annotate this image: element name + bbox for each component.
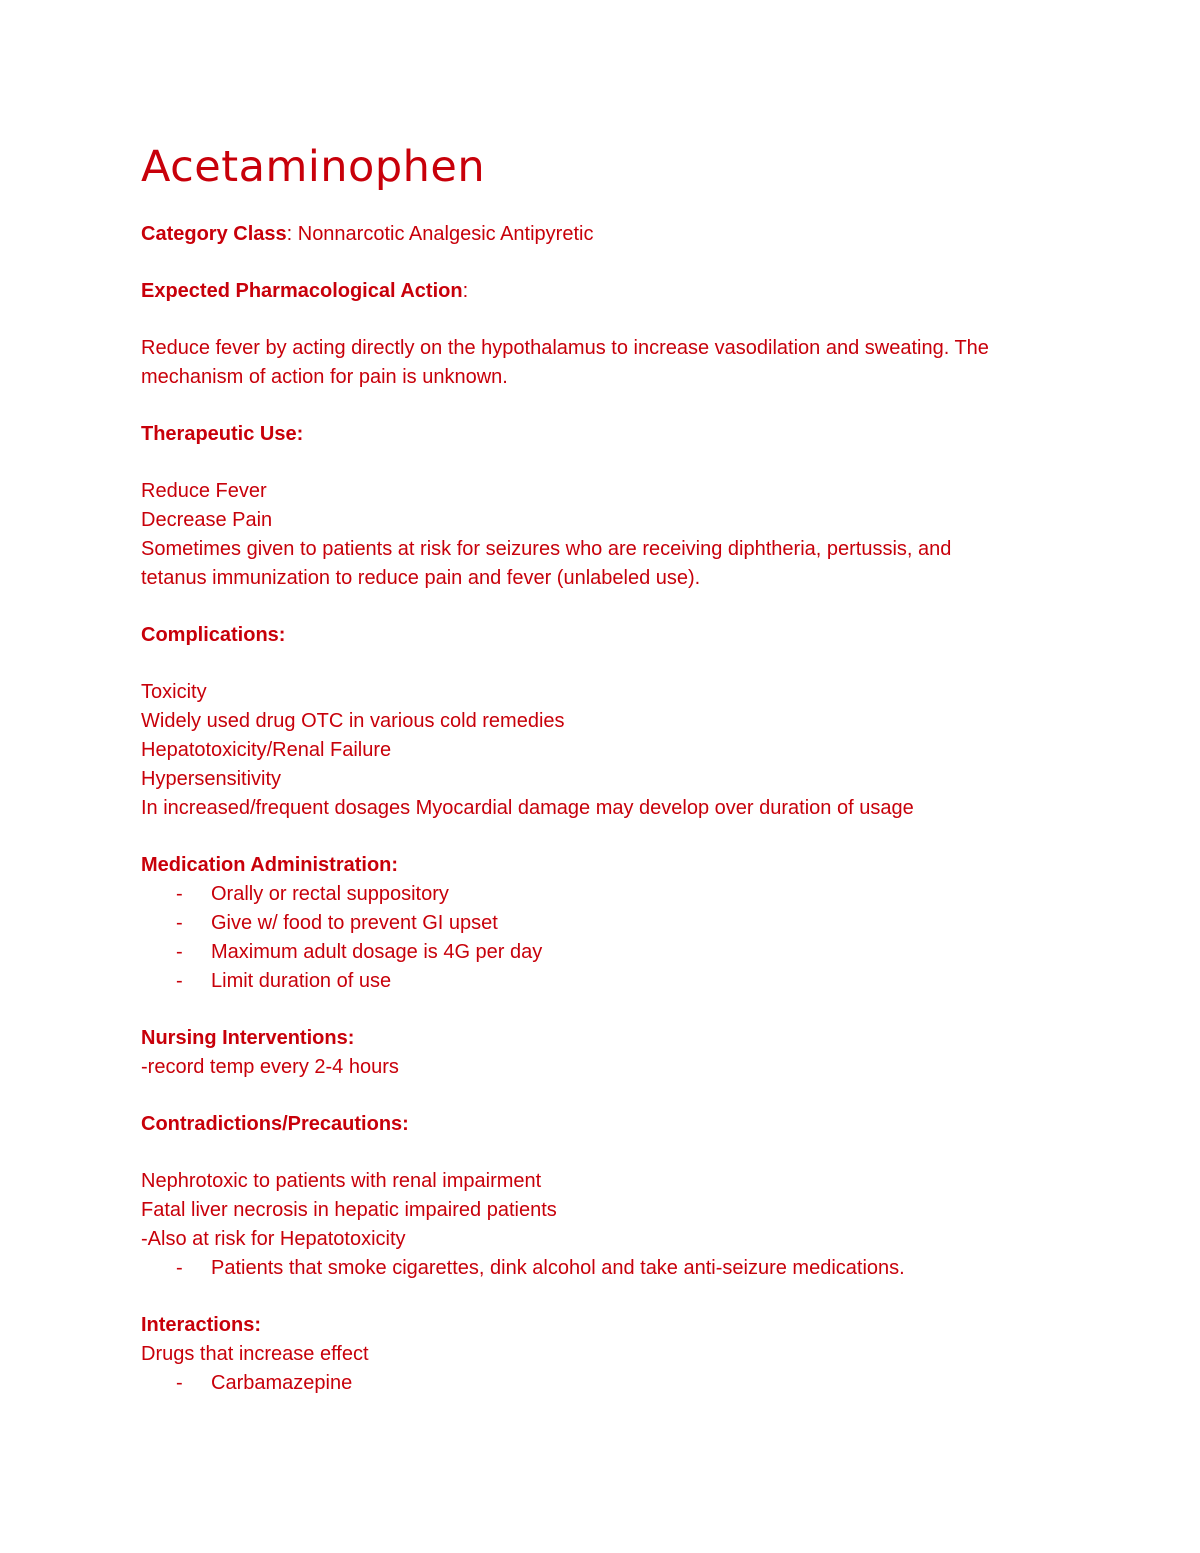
category-class-value: Nonnarcotic Analgesic Antipyretic (292, 223, 594, 245)
contradiction-bullet (141, 1254, 1101, 1283)
action-heading-line (141, 277, 1101, 306)
action-heading-separator: : (462, 280, 469, 302)
complications-heading: Complications: (141, 624, 286, 646)
dash-marker: - (176, 941, 183, 963)
therapeutic-line: Reduce Fever (141, 480, 267, 502)
dash-marker: - (176, 1257, 183, 1279)
dash-marker: - (176, 1372, 183, 1394)
therapeutic-line: Sometimes given to patients at risk for seizures who are receiving diphtheria, pertussis, and (141, 538, 952, 560)
complication-line: Hypersensitivity (141, 768, 282, 790)
administration-bullet-text: Limit duration of use (211, 970, 392, 992)
dash-marker: - (176, 883, 183, 905)
complication-line: Toxicity (141, 681, 207, 703)
therapeutic-line: tetanus immunization to reduce pain and fever (unlabeled use). (141, 567, 701, 589)
interactions-heading: Interactions: (141, 1314, 262, 1336)
contradiction-bullet-text: Patients that smoke cigarettes, dink alcohol and take anti-seizure medications. (211, 1257, 905, 1279)
contradiction-line: Fatal liver necrosis in hepatic impaired patients (141, 1199, 557, 1221)
administration-bullet-text: Orally or rectal suppository (211, 883, 449, 905)
interactions-line: Drugs that increase effect (141, 1343, 369, 1365)
therapeutic-line: Decrease Pain (141, 509, 273, 531)
contradiction-line: -Also at risk for Hepatotoxicity (141, 1228, 406, 1250)
administration-bullet (141, 880, 1101, 909)
administration-bullet (141, 909, 1101, 938)
action-text-line: Reduce fever by acting directly on the hypothalamus to increase vasodilation and sweating. The (141, 337, 989, 359)
action-heading: Expected Pharmacological Action (141, 280, 463, 302)
administration-bullet (141, 938, 1101, 967)
administration-bullet-text: Maximum adult dosage is 4G per day (211, 941, 543, 963)
document-title: Acetaminophen (141, 142, 486, 192)
category-class-line (141, 220, 1101, 249)
dash-marker: - (176, 970, 183, 992)
contradiction-line: Nephrotoxic to patients with renal impairment (141, 1170, 542, 1192)
interactions-bullet (141, 1369, 1101, 1398)
administration-bullet-text: Give w/ food to prevent GI upset (211, 912, 498, 934)
therapeutic-heading: Therapeutic Use: (141, 423, 304, 445)
category-class-label: Category Class (141, 223, 287, 245)
complication-line: In increased/frequent dosages Myocardial damage may develop over duration of usage (141, 797, 914, 819)
dash-marker: - (176, 912, 183, 934)
contradictions-heading: Contradictions/Precautions: (141, 1113, 409, 1135)
category-class-separator: : (286, 223, 293, 245)
administration-heading: Medication Administration: (141, 854, 399, 876)
complication-line: Hepatotoxicity/Renal Failure (141, 739, 392, 761)
nursing-line: -record temp every 2-4 hours (141, 1056, 399, 1078)
nursing-heading: Nursing Interventions: (141, 1027, 355, 1049)
administration-bullet (141, 967, 1101, 996)
complication-line: Widely used drug OTC in various cold remedies (141, 710, 565, 732)
action-text-line: mechanism of action for pain is unknown. (141, 366, 508, 388)
interactions-bullet-text: Carbamazepine (211, 1372, 353, 1394)
document-body (141, 220, 1101, 1398)
